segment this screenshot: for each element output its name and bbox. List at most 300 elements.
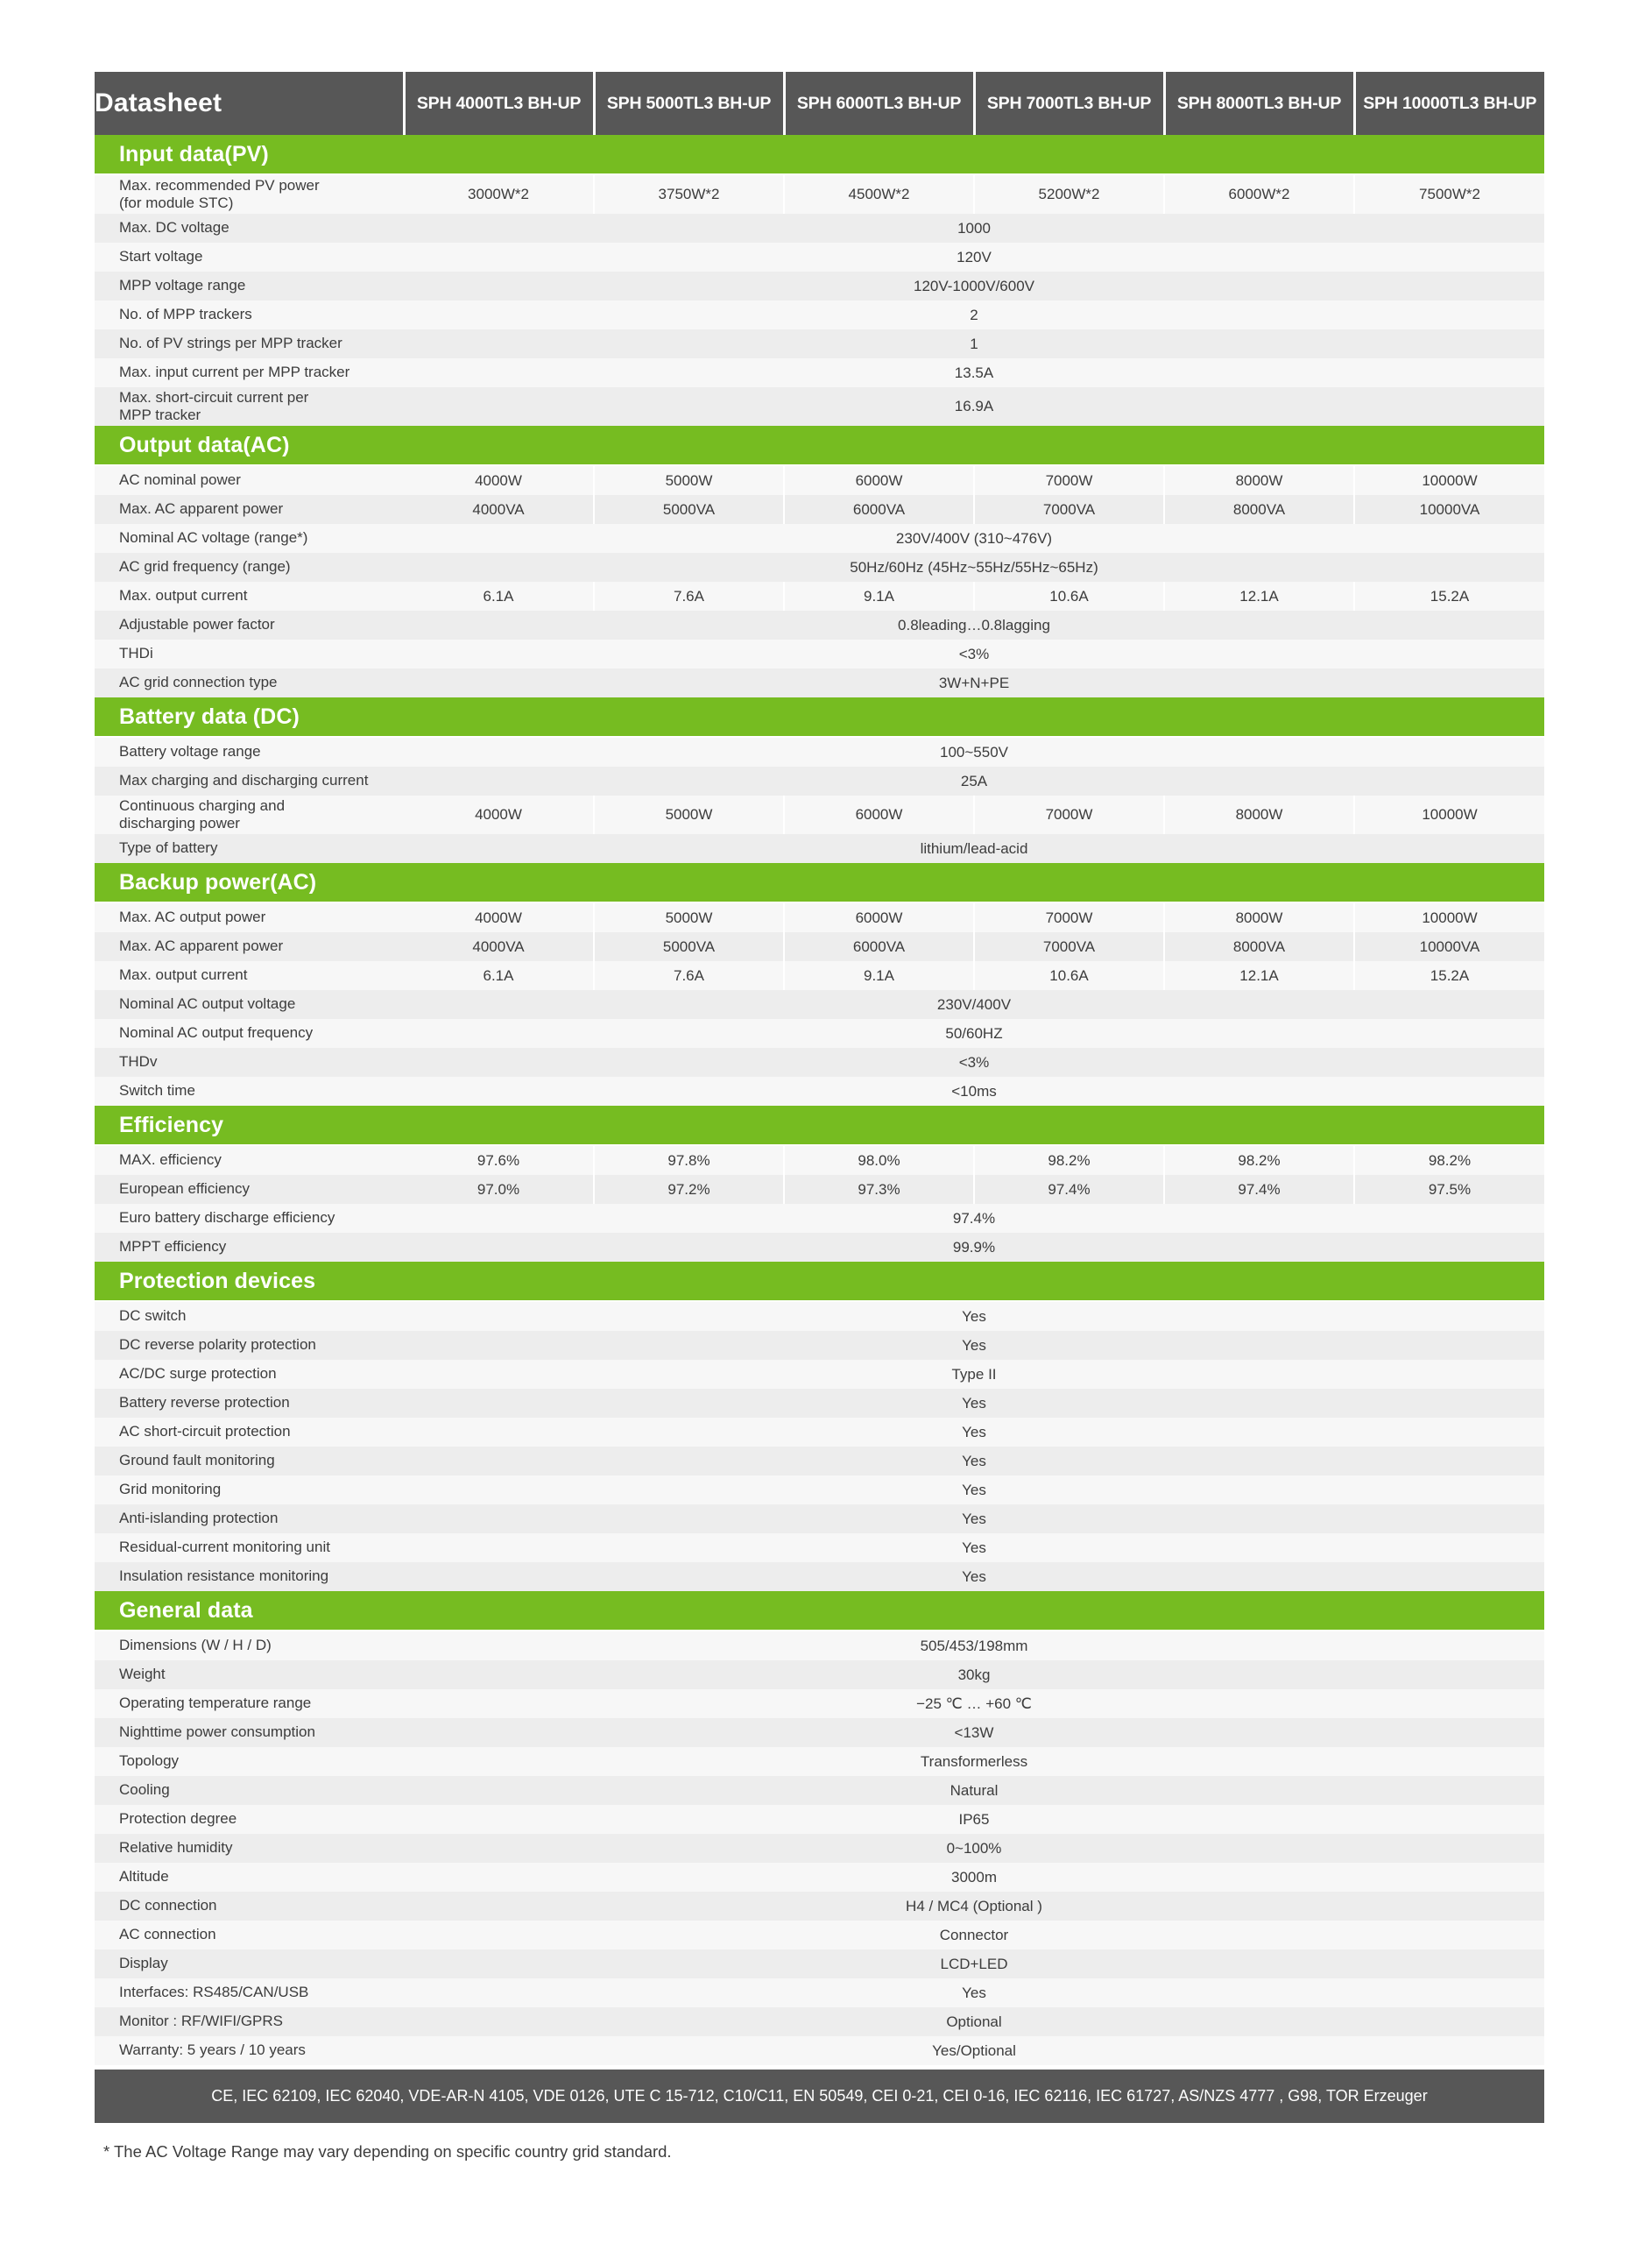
cell-value: 9.1A	[784, 961, 974, 990]
row-label-line1: Continuous charging and	[119, 796, 286, 814]
cell-value: 6000W*2	[1164, 174, 1354, 214]
cell-value: 10000VA	[1354, 495, 1544, 524]
cell-value: 10000W	[1354, 902, 1544, 932]
cell-value: 4000W	[404, 465, 594, 495]
cell-value: 5000VA	[594, 495, 784, 524]
row-label-line1: Switch time	[119, 1082, 195, 1100]
section-header-row	[95, 1106, 1544, 1145]
row-label-line1: Topology	[119, 1752, 180, 1770]
cell-value-shared: 99.9%	[404, 1233, 1544, 1262]
table-row	[95, 1331, 1544, 1360]
row-label	[95, 1747, 404, 1776]
row-label	[95, 1921, 404, 1949]
table-row	[95, 932, 1544, 961]
row-label	[95, 1834, 404, 1863]
row-label	[95, 640, 404, 669]
table-row	[95, 1562, 1544, 1591]
cell-value: 15.2A	[1354, 582, 1544, 611]
table-row	[95, 329, 1544, 358]
cell-value-shared: 2	[404, 301, 1544, 329]
cell-value-shared: Yes	[404, 1978, 1544, 2007]
row-label-line2: discharging power	[119, 815, 240, 831]
cell-value: 5000VA	[594, 932, 784, 961]
cell-value: 6000W	[784, 465, 974, 495]
cell-value-shared: 13.5A	[404, 358, 1544, 387]
cell-value: 7.6A	[594, 582, 784, 611]
row-label-line1: AC nominal power	[119, 471, 241, 489]
row-label-line1: Type of battery	[119, 839, 218, 857]
row-label-line1: AC grid connection type	[119, 674, 278, 691]
row-label	[95, 1863, 404, 1892]
cell-value-shared: −25 ℃ … +60 ℃	[404, 1689, 1544, 1718]
section-title: Protection devices	[95, 1262, 1544, 1301]
row-label-line1: Max. AC apparent power	[119, 500, 284, 518]
cell-value: 98.0%	[784, 1145, 974, 1175]
cell-value-shared: 97.4%	[404, 1204, 1544, 1233]
cell-value: 6.1A	[404, 961, 594, 990]
row-label	[95, 1204, 404, 1233]
row-label	[95, 669, 404, 697]
row-label-line1: Interfaces: RS485/CAN/USB	[119, 1984, 309, 2001]
row-label-line1: Nighttime power consumption	[119, 1723, 315, 1741]
table-row	[95, 301, 1544, 329]
cell-value-shared: Yes/Optional	[404, 2036, 1544, 2065]
row-label-line1: MPP voltage range	[119, 277, 246, 294]
cell-value: 10.6A	[974, 582, 1164, 611]
certifications-bar: CE, IEC 62109, IEC 62040, VDE-AR-N 4105, VDE 0126, UTE C 15-712, C10/C11, EN 50549, CEI 0-21, CEI 0-16, IEC 62116, IEC 61727, AS/NZS 4777 , G98, TOR Erzeuger	[95, 2070, 1544, 2123]
cell-value: 6000VA	[784, 932, 974, 961]
row-label	[95, 1233, 404, 1262]
cell-value: 98.2%	[1354, 1145, 1544, 1175]
table-row	[95, 2036, 1544, 2065]
cell-value: 4000VA	[404, 932, 594, 961]
table-row	[95, 1418, 1544, 1447]
row-label	[95, 1805, 404, 1834]
row-label	[95, 465, 404, 495]
row-label-line1: AC/DC surge protection	[119, 1365, 277, 1383]
row-label	[95, 1718, 404, 1747]
table-row	[95, 1204, 1544, 1233]
cell-value-shared: <3%	[404, 640, 1544, 669]
table-row	[95, 737, 1544, 767]
cell-value-shared: 1000	[404, 214, 1544, 243]
cell-value: 10000W	[1354, 796, 1544, 834]
row-label-line1: Battery reverse protection	[119, 1394, 290, 1412]
cell-value-shared: Yes	[404, 1389, 1544, 1418]
cell-value: 6000W	[784, 796, 974, 834]
cell-value-shared: 120V-1000V/600V	[404, 272, 1544, 301]
row-label	[95, 902, 404, 932]
section-title: Backup power(AC)	[95, 863, 1544, 902]
table-row	[95, 1863, 1544, 1892]
table-row	[95, 990, 1544, 1019]
row-label	[95, 301, 404, 329]
cell-value-shared: 0.8leading…0.8lagging	[404, 611, 1544, 640]
table-row	[95, 1949, 1544, 1978]
row-label	[95, 1562, 404, 1591]
cell-value-shared: Yes	[404, 1504, 1544, 1533]
table-row	[95, 1892, 1544, 1921]
row-label-line1: Cooling	[119, 1781, 170, 1799]
cell-value: 10.6A	[974, 961, 1164, 990]
cell-value-shared: 16.9A	[404, 387, 1544, 426]
cell-value-shared: 50Hz/60Hz (45Hz~55Hz/55Hz~65Hz)	[404, 553, 1544, 582]
row-label	[95, 990, 404, 1019]
cell-value: 7000W	[974, 902, 1164, 932]
row-label	[95, 1447, 404, 1475]
table-body	[95, 135, 1544, 2065]
row-label-line1: Max. input current per MPP tracker	[119, 364, 350, 381]
cell-value-shared: 1	[404, 329, 1544, 358]
specifications-table	[95, 72, 1544, 2065]
cell-value: 97.0%	[404, 1175, 594, 1204]
section-title: Input data(PV)	[95, 135, 1544, 174]
row-label-line1: Max. output current	[119, 966, 248, 984]
header-row	[95, 72, 1544, 135]
section-header-row	[95, 863, 1544, 902]
table-row	[95, 243, 1544, 272]
row-label	[95, 524, 404, 553]
cell-value-shared: 3W+N+PE	[404, 669, 1544, 697]
section-header-row	[95, 1262, 1544, 1301]
row-label-line1: Weight	[119, 1666, 166, 1683]
table-row	[95, 214, 1544, 243]
row-label-line1: DC reverse polarity protection	[119, 1336, 316, 1354]
row-label-line2: MPP tracker	[119, 407, 201, 423]
row-label-line1: AC short-circuit protection	[119, 1423, 291, 1440]
row-label	[95, 767, 404, 796]
row-label	[95, 1077, 404, 1106]
table-row	[95, 1533, 1544, 1562]
table-row	[95, 640, 1544, 669]
cell-value-shared: Optional	[404, 2007, 1544, 2036]
row-label	[95, 1660, 404, 1689]
cell-value-shared: Yes	[404, 1331, 1544, 1360]
cell-value: 98.2%	[1164, 1145, 1354, 1175]
column-header-model-6: SPH 10000TL3 BH-UP	[1354, 72, 1544, 135]
row-label-line1: Monitor : RF/WIFI/GPRS	[119, 2013, 284, 2030]
cell-value-shared: 120V	[404, 243, 1544, 272]
column-header-model-5: SPH 8000TL3 BH-UP	[1164, 72, 1354, 135]
row-label	[95, 1389, 404, 1418]
row-label-line1: Max. AC apparent power	[119, 938, 284, 955]
row-label	[95, 582, 404, 611]
section-title: Battery data (DC)	[95, 697, 1544, 737]
cell-value-shared: <3%	[404, 1048, 1544, 1077]
row-label-line1: Protection degree	[119, 1810, 237, 1828]
table-row	[95, 1048, 1544, 1077]
row-label-line1: Nominal AC output frequency	[119, 1024, 314, 1042]
cell-value-shared: Connector	[404, 1921, 1544, 1949]
row-label	[95, 1331, 404, 1360]
row-label	[95, 932, 404, 961]
row-label	[95, 2036, 404, 2065]
cell-value: 7000W	[974, 465, 1164, 495]
cell-value: 8000VA	[1164, 932, 1354, 961]
table-row	[95, 1145, 1544, 1175]
cell-value: 7000W	[974, 796, 1164, 834]
cell-value: 4500W*2	[784, 174, 974, 214]
row-label	[95, 1301, 404, 1331]
row-label-line1: European efficiency	[119, 1180, 251, 1198]
cell-value: 7000VA	[974, 932, 1164, 961]
row-label	[95, 1418, 404, 1447]
cell-value: 10000W	[1354, 465, 1544, 495]
row-label	[95, 1949, 404, 1978]
row-label-line1: DC connection	[119, 1897, 217, 1914]
row-label	[95, 553, 404, 582]
table-row	[95, 465, 1544, 495]
cell-value: 7500W*2	[1354, 174, 1544, 214]
table-row	[95, 1175, 1544, 1204]
cell-value: 12.1A	[1164, 961, 1354, 990]
page-title: Datasheet	[95, 72, 404, 135]
row-label-line1: AC connection	[119, 1926, 216, 1943]
cell-value: 3750W*2	[594, 174, 784, 214]
table-row	[95, 582, 1544, 611]
row-label-line1: Ground fault monitoring	[119, 1452, 275, 1469]
row-label	[95, 495, 404, 524]
cell-value-shared: Transformerless	[404, 1747, 1544, 1776]
cell-value-shared: <13W	[404, 1718, 1544, 1747]
row-label-line1: MAX. efficiency	[119, 1151, 222, 1169]
row-label-line1: Max. DC voltage	[119, 219, 229, 237]
row-label-line1: AC grid frequency (range)	[119, 558, 291, 576]
row-label	[95, 1360, 404, 1389]
row-label-line1: Nominal AC voltage (range*)	[119, 529, 308, 547]
row-label	[95, 1776, 404, 1805]
cell-value: 5000W	[594, 796, 784, 834]
column-header-model-2: SPH 5000TL3 BH-UP	[594, 72, 784, 135]
row-label	[95, 1175, 404, 1204]
table-row	[95, 1834, 1544, 1863]
row-label-line1: Relative humidity	[119, 1839, 233, 1857]
row-label-line1: Adjustable power factor	[119, 616, 275, 633]
cell-value-shared: Yes	[404, 1475, 1544, 1504]
section-header-row	[95, 426, 1544, 465]
row-label-line1: Max. short-circuit current per	[119, 388, 309, 406]
cell-value-shared: 50/60HZ	[404, 1019, 1544, 1048]
cell-value-shared: Yes	[404, 1533, 1544, 1562]
table-row	[95, 524, 1544, 553]
cell-value: 8000W	[1164, 902, 1354, 932]
row-label-line1: Battery voltage range	[119, 743, 261, 761]
cell-value: 6000W	[784, 902, 974, 932]
cell-value-shared: LCD+LED	[404, 1949, 1544, 1978]
cell-value: 3000W*2	[404, 174, 594, 214]
table-row	[95, 1921, 1544, 1949]
table-row	[95, 611, 1544, 640]
row-label-line1: Dimensions (W / H / D)	[119, 1637, 272, 1654]
row-label-line1: Start voltage	[119, 248, 203, 265]
cell-value-shared: IP65	[404, 1805, 1544, 1834]
table-row	[95, 1631, 1544, 1660]
cell-value-shared: 100~550V	[404, 737, 1544, 767]
table-row	[95, 1077, 1544, 1106]
row-label-line1: Operating temperature range	[119, 1695, 312, 1712]
section-header-row	[95, 135, 1544, 174]
cell-value: 97.5%	[1354, 1175, 1544, 1204]
table-row	[95, 1301, 1544, 1331]
cell-value: 5000W	[594, 465, 784, 495]
section-title: General data	[95, 1591, 1544, 1631]
table-row	[95, 1504, 1544, 1533]
row-label-line1: Residual-current monitoring unit	[119, 1539, 330, 1556]
cell-value-shared: Yes	[404, 1447, 1544, 1475]
row-label-line2: (for module STC)	[119, 195, 234, 211]
row-label-line1: Warranty: 5 years / 10 years	[119, 2041, 306, 2059]
column-header-model-1: SPH 4000TL3 BH-UP	[404, 72, 594, 135]
row-label-line1: Display	[119, 1955, 168, 1972]
cell-value: 7000VA	[974, 495, 1164, 524]
table-row	[95, 796, 1544, 834]
row-label-line1: Altitude	[119, 1868, 169, 1886]
table-row	[95, 495, 1544, 524]
table-row	[95, 272, 1544, 301]
cell-value: 8000VA	[1164, 495, 1354, 524]
row-label	[95, 329, 404, 358]
cell-value: 5000W	[594, 902, 784, 932]
row-label	[95, 1533, 404, 1562]
cell-value-shared: 505/453/198mm	[404, 1631, 1544, 1660]
table-row	[95, 1475, 1544, 1504]
cell-value: 97.2%	[594, 1175, 784, 1204]
column-header-model-4: SPH 7000TL3 BH-UP	[974, 72, 1164, 135]
cell-value: 97.4%	[1164, 1175, 1354, 1204]
row-label-line1: Euro battery discharge efficiency	[119, 1209, 335, 1227]
cell-value-shared: H4 / MC4 (Optional )	[404, 1892, 1544, 1921]
cell-value: 4000VA	[404, 495, 594, 524]
cell-value: 4000W	[404, 796, 594, 834]
cell-value-shared: 25A	[404, 767, 1544, 796]
table-row	[95, 1747, 1544, 1776]
cell-value-shared: Natural	[404, 1776, 1544, 1805]
table-row	[95, 767, 1544, 796]
cell-value-shared: lithium/lead-acid	[404, 834, 1544, 863]
table-row	[95, 553, 1544, 582]
cell-value-shared: Type II	[404, 1360, 1544, 1389]
column-header-model-3: SPH 6000TL3 BH-UP	[784, 72, 974, 135]
row-label	[95, 1048, 404, 1077]
row-label-line1: Anti-islanding protection	[119, 1510, 279, 1527]
cell-value: 97.4%	[974, 1175, 1164, 1204]
table-row	[95, 1718, 1544, 1747]
cell-value-shared: 230V/400V (310~476V)	[404, 524, 1544, 553]
row-label-line1: Max. output current	[119, 587, 248, 605]
row-label	[95, 1978, 404, 2007]
cell-value: 5200W*2	[974, 174, 1164, 214]
table-row	[95, 1689, 1544, 1718]
row-label-line1: Max. AC output power	[119, 909, 266, 926]
row-label-line1: Grid monitoring	[119, 1481, 222, 1498]
table-row	[95, 358, 1544, 387]
cell-value-shared: 30kg	[404, 1660, 1544, 1689]
cell-value-shared: 3000m	[404, 1863, 1544, 1892]
row-label-line1: DC switch	[119, 1307, 187, 1325]
row-label-line1: THDi	[119, 645, 153, 662]
cell-value: 9.1A	[784, 582, 974, 611]
cell-value: 8000W	[1164, 796, 1354, 834]
section-header-row	[95, 1591, 1544, 1631]
cell-value: 8000W	[1164, 465, 1354, 495]
table-row	[95, 669, 1544, 697]
table-row	[95, 1389, 1544, 1418]
table-row	[95, 961, 1544, 990]
section-header-row	[95, 697, 1544, 737]
table-row	[95, 1776, 1544, 1805]
row-label-line1: No. of MPP trackers	[119, 306, 252, 323]
row-label-line1: Max. recommended PV power	[119, 176, 320, 194]
row-label-line1: THDv	[119, 1053, 158, 1071]
row-label	[95, 1631, 404, 1660]
row-label	[95, 1689, 404, 1718]
row-label	[95, 1145, 404, 1175]
table-row	[95, 1360, 1544, 1389]
row-label-line1: No. of PV strings per MPP tracker	[119, 335, 342, 352]
cell-value-shared: 230V/400V	[404, 990, 1544, 1019]
cell-value: 97.3%	[784, 1175, 974, 1204]
cell-value: 4000W	[404, 902, 594, 932]
row-label	[95, 1019, 404, 1048]
table-row	[95, 387, 1544, 426]
row-label	[95, 358, 404, 387]
row-label	[95, 796, 404, 834]
row-label	[95, 387, 404, 426]
row-label	[95, 243, 404, 272]
row-label	[95, 737, 404, 767]
cell-value: 12.1A	[1164, 582, 1354, 611]
section-title: Output data(AC)	[95, 426, 1544, 465]
row-label-line1: Max charging and discharging current	[119, 772, 369, 789]
table-row	[95, 1019, 1544, 1048]
cell-value: 6.1A	[404, 582, 594, 611]
row-label	[95, 214, 404, 243]
row-label	[95, 1504, 404, 1533]
cell-value: 7.6A	[594, 961, 784, 990]
row-label	[95, 961, 404, 990]
cell-value: 15.2A	[1354, 961, 1544, 990]
row-label	[95, 834, 404, 863]
table-row	[95, 1660, 1544, 1689]
table-row	[95, 1978, 1544, 2007]
cell-value: 97.6%	[404, 1145, 594, 1175]
row-label	[95, 1892, 404, 1921]
cell-value-shared: <10ms	[404, 1077, 1544, 1106]
table-row	[95, 902, 1544, 932]
row-label-line1: Nominal AC output voltage	[119, 995, 296, 1013]
row-label	[95, 611, 404, 640]
cell-value-shared: Yes	[404, 1562, 1544, 1591]
cell-value-shared: Yes	[404, 1301, 1544, 1331]
section-title: Efficiency	[95, 1106, 1544, 1145]
row-label	[95, 2007, 404, 2036]
row-label-line1: MPPT efficiency	[119, 1238, 227, 1256]
cell-value-shared: Yes	[404, 1418, 1544, 1447]
cell-value: 98.2%	[974, 1145, 1164, 1175]
table-row	[95, 1447, 1544, 1475]
table-row	[95, 834, 1544, 863]
table-row	[95, 1233, 1544, 1262]
cell-value: 10000VA	[1354, 932, 1544, 961]
row-label	[95, 174, 404, 214]
table-header	[95, 72, 1544, 135]
cell-value: 97.8%	[594, 1145, 784, 1175]
table-row	[95, 1805, 1544, 1834]
table-row	[95, 2007, 1544, 2036]
row-label	[95, 272, 404, 301]
cell-value-shared: 0~100%	[404, 1834, 1544, 1863]
row-label-line1: Insulation resistance monitoring	[119, 1567, 329, 1585]
